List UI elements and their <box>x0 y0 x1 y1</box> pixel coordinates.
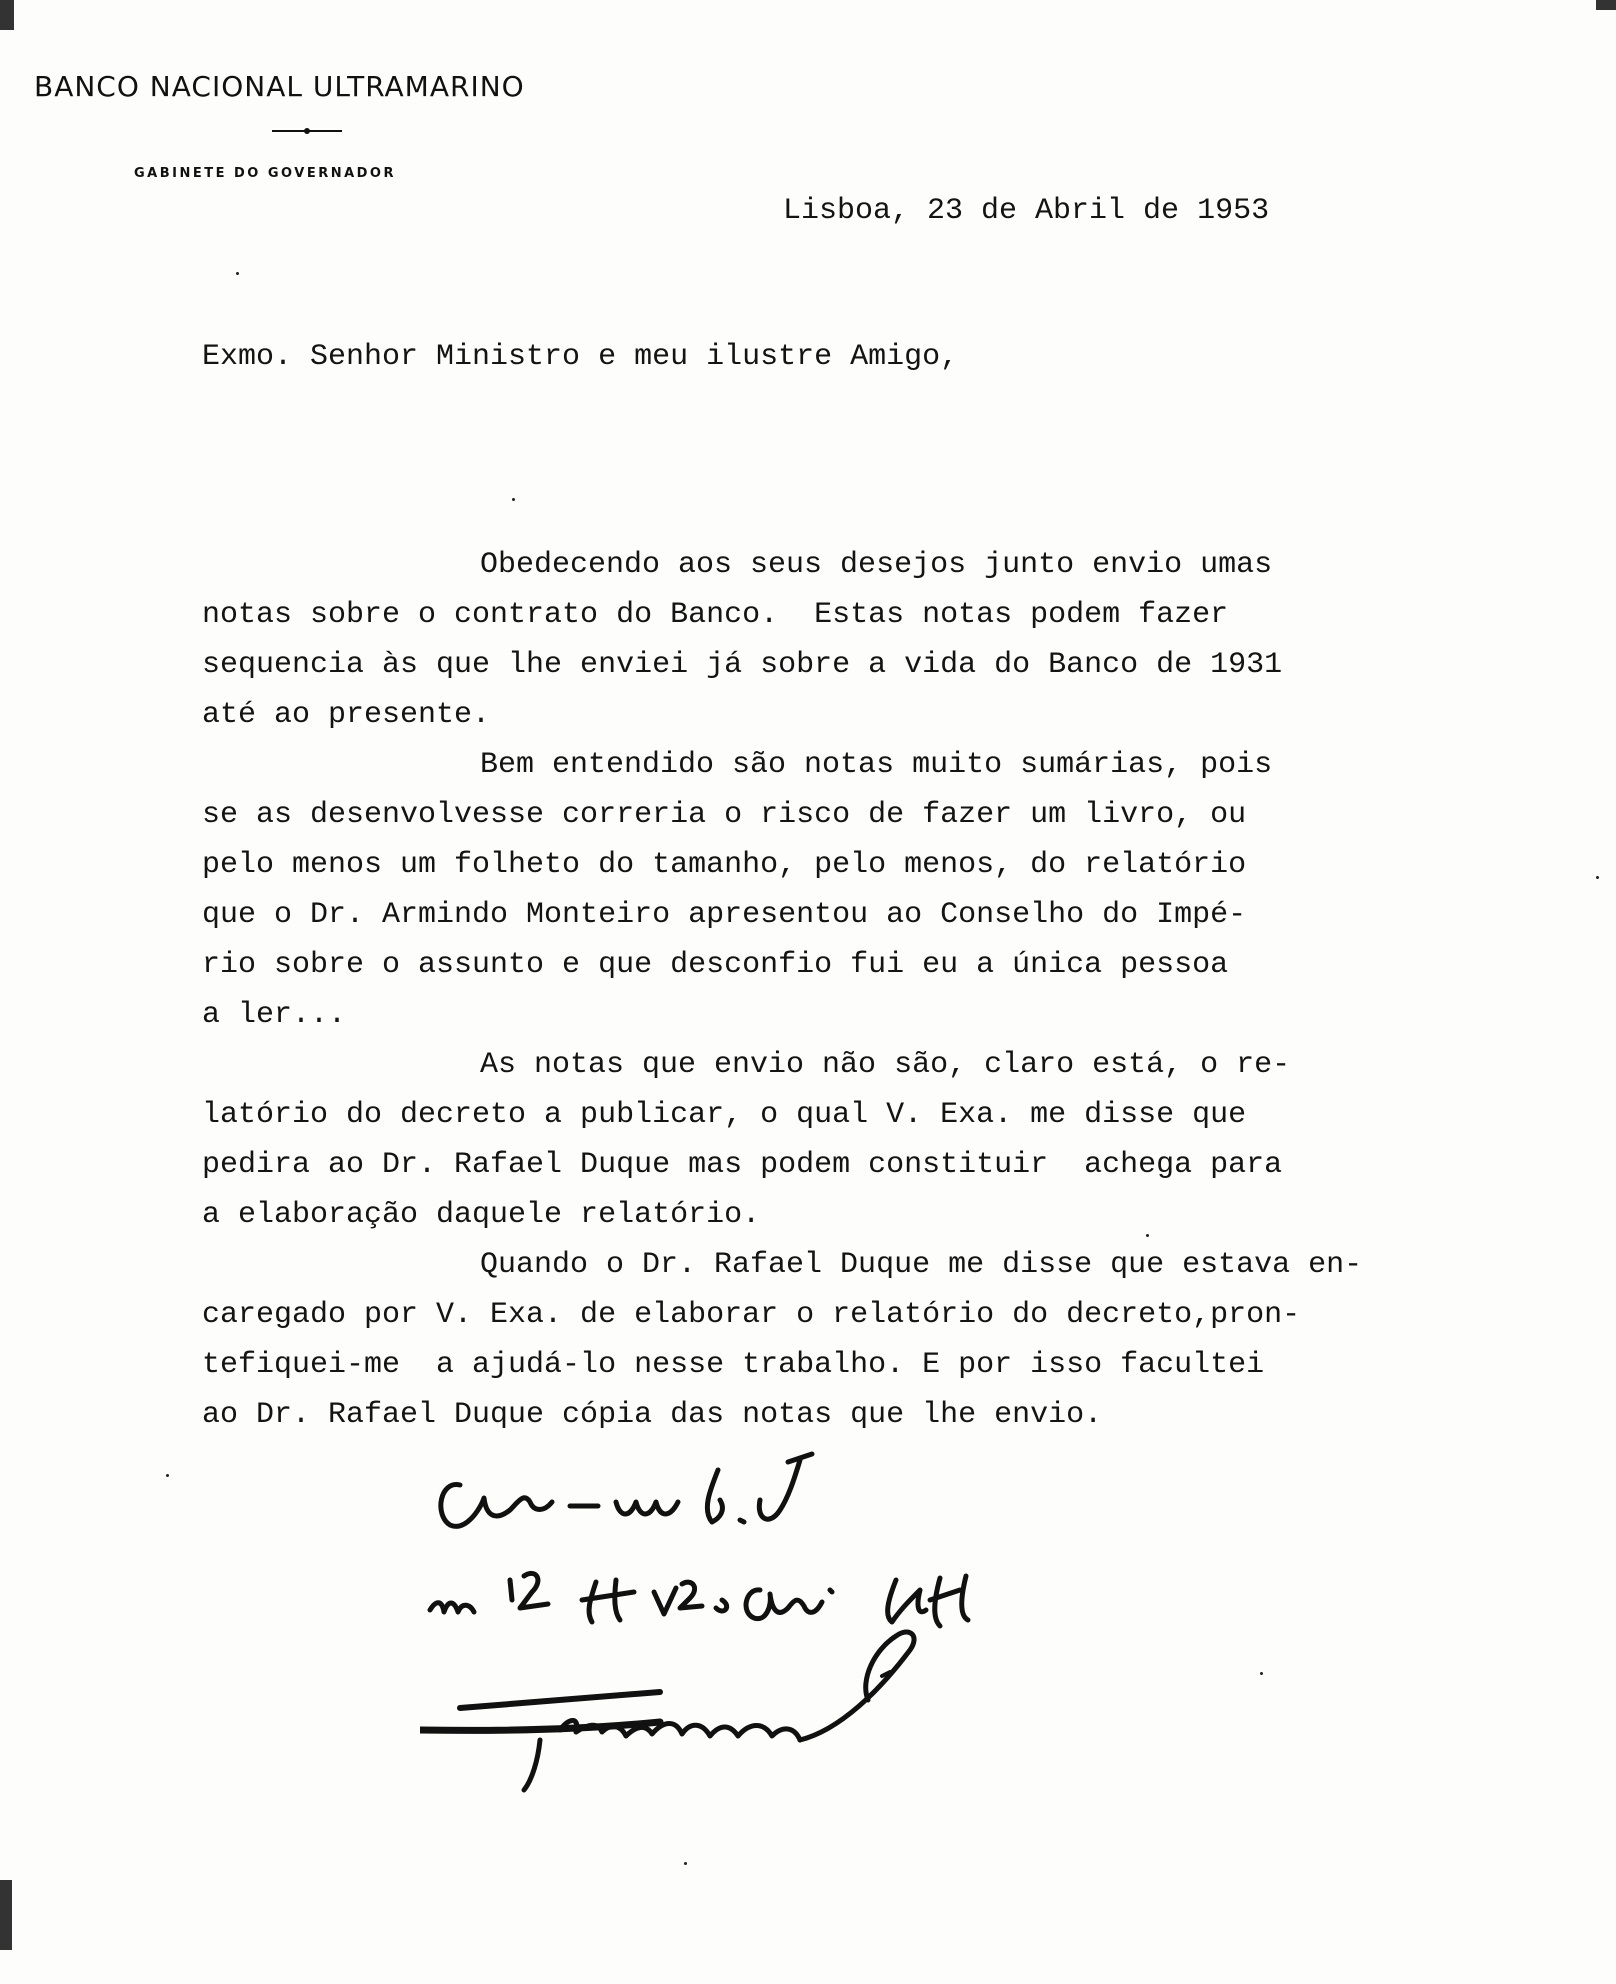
scan-speck <box>1260 1672 1263 1675</box>
scan-speck <box>684 1862 687 1865</box>
scan-speck <box>236 272 239 275</box>
body-line: a elaboração daquele relatório. <box>202 1198 761 1232</box>
body-line: que o Dr. Armindo Monteiro apresentou ao Conselho do Impé- <box>202 898 1247 932</box>
scan-speck <box>1596 876 1599 879</box>
body-line: se as desenvolvesse correria o risco de fazer um livro, ou <box>202 798 1247 832</box>
body-line: rio sobre o assunto e que desconfio fui eu a única pessoa <box>202 948 1229 982</box>
salutation: Exmo. Senhor Ministro e meu ilustre Amigo, <box>202 340 959 374</box>
letter-body <box>202 540 1442 1440</box>
scan-speck <box>166 1474 169 1477</box>
scan-edge-mark <box>0 1880 12 1950</box>
scan-speck <box>1146 1234 1149 1237</box>
body-line: a ler... <box>202 998 347 1032</box>
body-line: As notas que envio não são, claro está, o re- <box>480 1048 1291 1082</box>
body-line: notas sobre o contrato do Banco. Estas notas podem fazer <box>202 598 1229 632</box>
body-line: ao Dr. Rafael Duque cópia das notas que lhe envio. <box>202 1398 1103 1432</box>
scan-speck <box>512 498 515 501</box>
body-line: Obedecendo aos seus desejos junto envio umas <box>480 548 1273 582</box>
body-line: Quando o Dr. Rafael Duque me disse que estava en- <box>480 1248 1363 1282</box>
scan-edge-mark <box>0 0 14 30</box>
body-line: caregado por V. Exa. de elaborar o relatório do decreto,pron- <box>202 1298 1301 1332</box>
body-line: pelo menos um folheto do tamanho, pelo menos, do relatório <box>202 848 1247 882</box>
body-line: tefiquei-me a ajudá-lo nesse trabalho. E por isso facultei <box>202 1348 1265 1382</box>
body-line: latório do decreto a publicar, o qual V. Exa. me disse que <box>202 1098 1247 1132</box>
letterhead-divider <box>272 130 342 132</box>
body-line: pedira ao Dr. Rafael Duque mas podem constituir achega para <box>202 1148 1283 1182</box>
body-line: Bem entendido são notas muito sumárias, pois <box>480 748 1273 782</box>
body-line: até ao presente. <box>202 698 491 732</box>
body-line: sequencia às que lhe enviei já sobre a vida do Banco de 1931 <box>202 648 1283 682</box>
bank-name: BANCO NACIONAL ULTRAMARINO <box>34 70 525 103</box>
office-name: GABINETE DO GOVERNADOR <box>134 166 396 181</box>
scan-edge-mark <box>1596 0 1616 10</box>
letter-date: Lisboa, 23 de Abril de 1953 <box>783 194 1270 228</box>
handwritten-signature-icon <box>420 1440 1280 1840</box>
